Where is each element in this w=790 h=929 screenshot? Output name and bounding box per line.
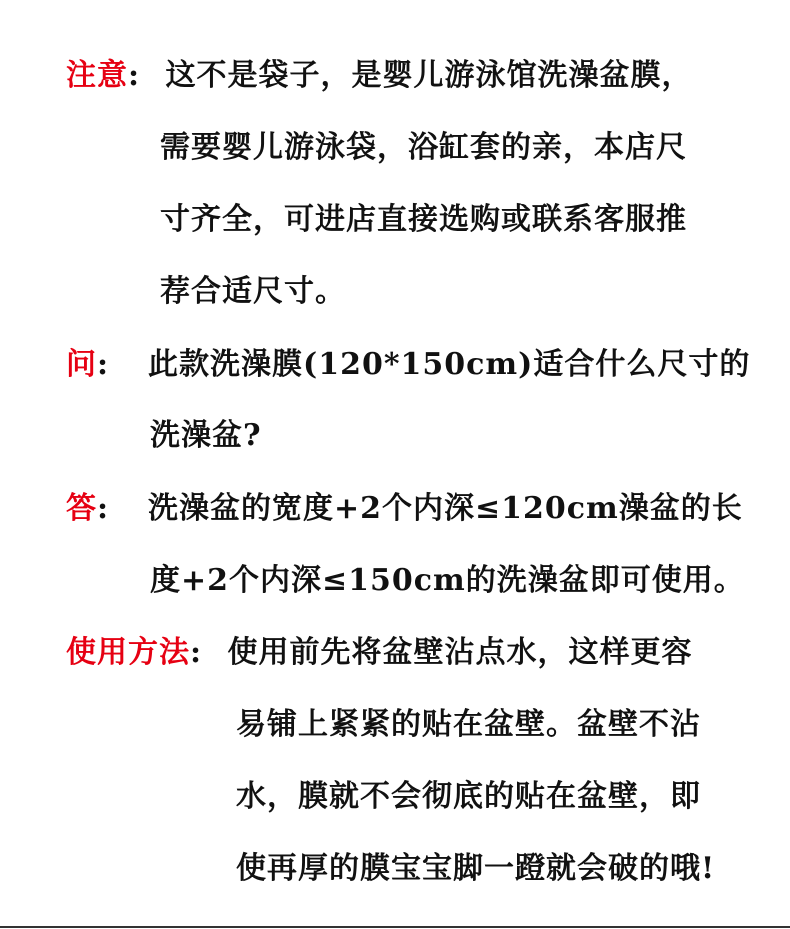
- answer-heading: [66, 489, 109, 529]
- answer-label: 答: [66, 491, 97, 526]
- notice-line-1: 这不是袋子，是婴儿游泳馆洗澡盆膜，: [165, 58, 693, 93]
- notice-heading: [66, 56, 693, 96]
- notice-line-3: 寸齐全，可进店直接选购或联系客服推: [160, 202, 687, 237]
- notice-line-4: 荐合适尺寸。: [160, 274, 346, 309]
- usage-line-1: 使用前先将盆壁沾点水，这样更容: [227, 635, 693, 670]
- question-line-2: 洗澡盆?: [150, 418, 262, 453]
- answer-line-1: 洗澡盆的宽度+2个内深≤120cm澡盆的长: [148, 491, 743, 526]
- question-line-1: 此款洗澡膜(120*150cm)适合什么尺寸的: [148, 347, 751, 382]
- bottom-divider: [0, 926, 790, 928]
- question-label: 问: [66, 347, 97, 382]
- usage-line-2: 易铺上紧紧的贴在盆壁。盆壁不沾: [236, 707, 701, 742]
- usage-line-3: 水，膜就不会彻底的贴在盆壁，即: [236, 779, 701, 814]
- usage-colon: :: [190, 635, 203, 670]
- question-colon: :: [97, 347, 110, 382]
- usage-label: 使用方法: [66, 635, 190, 670]
- question-heading: [66, 345, 109, 385]
- answer-colon: :: [97, 491, 110, 526]
- notice-label: 注意: [66, 58, 128, 93]
- usage-heading: [66, 633, 693, 673]
- answer-line-2: 度+2个内深≤150cm的洗澡盆即可使用。: [150, 563, 745, 598]
- notice-line-2: 需要婴儿游泳袋，浴缸套的亲，本店尺: [160, 130, 687, 165]
- notice-colon: :: [128, 58, 141, 93]
- usage-line-4: 使再厚的膜宝宝脚一蹬就会破的哦!: [236, 851, 716, 886]
